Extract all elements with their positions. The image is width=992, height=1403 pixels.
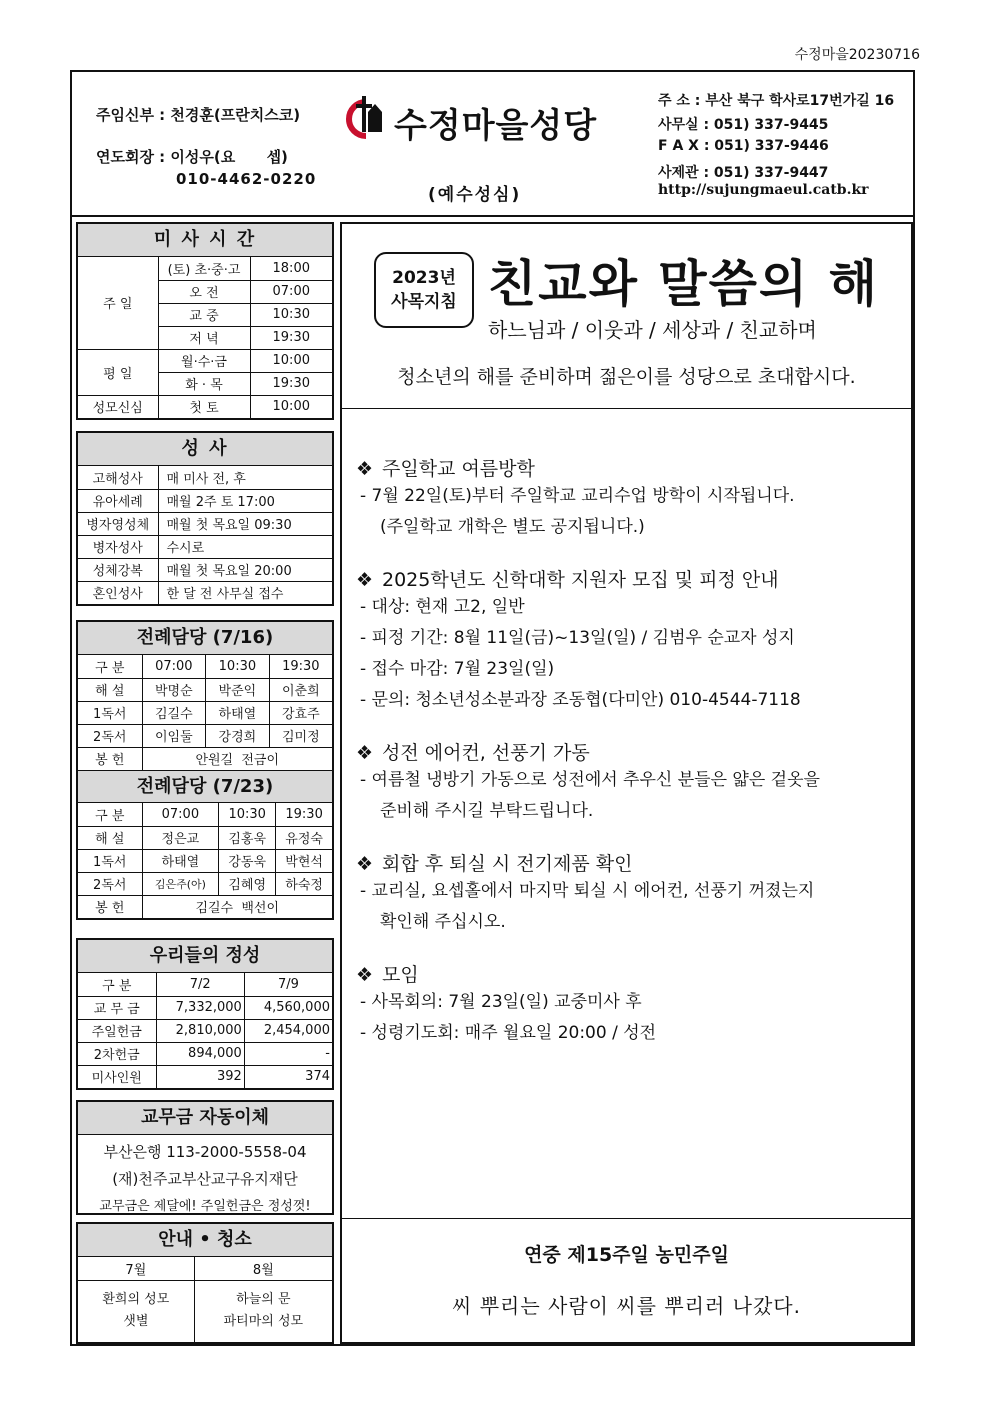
- president-name: 이성우(요 셉): [170, 148, 288, 166]
- notice-item: [356, 960, 896, 1049]
- guide-box: [76, 1222, 334, 1344]
- notice-line: - 성령기도회: 매주 월요일 20:00 / 성전: [360, 1023, 657, 1043]
- liturgy-cell: 강경희: [206, 724, 270, 747]
- notice-line: - 교리실, 요셉홀에서 마지막 퇴실 시 에어컨, 선풍기 꺼졌는지: [360, 881, 815, 901]
- liturgy2-title: 전례담당 (7/23): [78, 770, 332, 803]
- liturgy-role: 2독서: [78, 872, 142, 895]
- liturgy-cell: 김길수: [142, 701, 206, 724]
- notice-title-text: 주일학교 여름방학: [382, 458, 535, 480]
- marian-label: 성모신심: [78, 395, 158, 418]
- mass-time: 07:00: [250, 280, 332, 303]
- mass-times-table: [78, 257, 332, 418]
- sunday-title: 연중 제15주일 농민주일: [524, 1244, 729, 1266]
- priest-label: 주임신부 :: [96, 106, 166, 124]
- mass-name: 교 중: [158, 303, 250, 326]
- slogan-subtitle: 하느님과 / 이웃과 / 세상과 / 친교하며: [488, 318, 817, 342]
- document-id: 수정마을20230716: [794, 47, 920, 63]
- sacrament-name: 혼인성사: [78, 581, 158, 604]
- mass-name: 저 녁: [158, 326, 250, 349]
- mass-times-box: [76, 222, 334, 420]
- sacrament-name: 성체강복: [78, 558, 158, 581]
- liturgy-role: 2독서: [78, 724, 142, 747]
- liturgy-cell: 김혜영: [219, 872, 276, 895]
- offering-label: 2차헌금: [78, 1042, 156, 1065]
- sunday-label: 주 일: [78, 257, 158, 349]
- notice-line: - 문의: 청소년성소분과장 조동협(다미안) 010-4544-7118: [360, 690, 801, 710]
- notice-line: - 사목회의: 7월 23일(일) 교중미사 후: [360, 992, 642, 1012]
- sacrament-value: 매 미사 전, 후: [158, 466, 332, 489]
- mass-name: (토) 초·중·고: [158, 257, 250, 280]
- website-url[interactable]: http://sujungmaeul.catb.kr: [658, 182, 869, 198]
- notices-list: [356, 454, 896, 1071]
- sacraments-box: [76, 431, 334, 606]
- mass-name: 오 전: [158, 280, 250, 303]
- notice-line: - 7월 22일(토)부터 주일학교 교리수업 방학이 시작됩니다.: [360, 486, 795, 506]
- autopay-box: [76, 1100, 334, 1215]
- bulletin-frame: [70, 70, 915, 1346]
- notice-item: [356, 849, 896, 938]
- liturgy1-table: [78, 655, 332, 770]
- notice-line: - 접수 마감: 7월 23일(일): [360, 659, 555, 679]
- youth-invitation: 청소년의 해를 준비하며 젊은이를 성당으로 초대합시다.: [397, 366, 856, 388]
- weekday-label: 평 일: [78, 349, 158, 395]
- offering-header: 7/9: [244, 973, 332, 996]
- liturgy-cell: 하태열: [206, 701, 270, 724]
- liturgy-cell: 박명순: [142, 678, 206, 701]
- offerings-title: 우리들의 정성: [78, 940, 332, 973]
- liturgy-cell: 박현석: [276, 849, 332, 872]
- liturgy-header: 19:30: [276, 803, 332, 826]
- liturgy-offering: 안원길 전금이: [142, 747, 332, 770]
- priest-line: [96, 104, 300, 125]
- offerings-table: [78, 973, 332, 1088]
- notice-title-text: 성전 에어컨, 선풍기 가동: [382, 742, 590, 764]
- diamond-bullet-icon: ❖: [356, 853, 374, 875]
- liturgy-role: 1독서: [78, 849, 142, 872]
- liturgy-box: [76, 620, 334, 920]
- notice-title-text: 회합 후 퇴실 시 전기제품 확인: [382, 853, 633, 875]
- liturgy-role: 1독서: [78, 701, 142, 724]
- priest-name: 천경훈(프란치스코): [170, 106, 301, 124]
- notice-line: - 여름철 냉방기 가동으로 성전에서 추우신 분들은 얇은 겉옷을: [360, 770, 820, 790]
- notice-line: (주일학교 개학은 별도 공지됩니다.): [380, 517, 645, 537]
- liturgy-header: 07:00: [142, 803, 219, 826]
- guide-table: [78, 1257, 332, 1342]
- autopay-title: 교무금 자동이체: [78, 1102, 332, 1135]
- church-logo-icon: [344, 92, 390, 142]
- liturgy-role: 봉 헌: [78, 895, 142, 918]
- guide-item: 파티마의 성모: [223, 1314, 304, 1330]
- year-slogan: 친교와 말씀의 해: [488, 255, 879, 313]
- guide-header: 8월: [194, 1257, 332, 1280]
- mass-name: 월·수·금: [158, 349, 250, 372]
- offering-value: 2,454,000: [244, 1019, 332, 1042]
- mass-times-title: 미 사 시 간: [78, 224, 332, 257]
- offering-label: 교 무 금: [78, 996, 156, 1019]
- mass-time: 19:30: [250, 326, 332, 349]
- liturgy-header: 구 분: [78, 803, 142, 826]
- offering-header: 구 분: [78, 973, 156, 996]
- guide-item: 샛별: [123, 1314, 149, 1330]
- notice-title: [356, 565, 896, 592]
- president-label: 연도회장 :: [96, 148, 166, 166]
- badge-year: 2023년: [392, 268, 456, 288]
- offering-label: 미사인원: [78, 1065, 156, 1088]
- divider: [342, 408, 911, 409]
- office-phone: 사무실 : 051) 337-9445: [658, 117, 829, 133]
- sacrament-name: 병자영성체: [78, 512, 158, 535]
- liturgy-header: 10:30: [206, 655, 270, 678]
- fax-number: F A X : 051) 337-9446: [658, 138, 829, 154]
- guide-header: 7월: [78, 1257, 194, 1280]
- liturgy2-table: [78, 803, 332, 918]
- gospel-verse: 씨 뿌리는 사람이 씨를 뿌리러 나갔다.: [452, 1294, 801, 1318]
- liturgy-cell: 이춘희: [269, 678, 332, 701]
- notice-title: [356, 960, 896, 987]
- liturgy-cell: 강효주: [269, 701, 332, 724]
- diamond-bullet-icon: ❖: [356, 742, 374, 764]
- guideline-badge: [374, 252, 474, 328]
- autopay-bank: 부산은행 113-2000-5558-04: [103, 1143, 307, 1161]
- offering-header: 7/2: [156, 973, 244, 996]
- notice-line: - 피정 기간: 8월 11일(금)~13일(일) / 김범우 순교자 성지: [360, 628, 795, 648]
- mass-time: 10:00: [250, 395, 332, 418]
- diamond-bullet-icon: ❖: [356, 569, 374, 591]
- notice-title: [356, 849, 896, 876]
- sacrament-value: 한 달 전 사무실 접수: [158, 581, 332, 604]
- header: [72, 72, 913, 217]
- offering-value: 2,810,000: [156, 1019, 244, 1042]
- mass-name: 첫 토: [158, 395, 250, 418]
- offering-value: 374: [244, 1065, 332, 1088]
- liturgy-cell: 김홍욱: [219, 826, 276, 849]
- sacrament-name: 고해성사: [78, 466, 158, 489]
- liturgy-header: 19:30: [269, 655, 332, 678]
- guide-item: 환희의 성모: [102, 1292, 170, 1308]
- parish-subtitle: (예수성심): [428, 185, 522, 205]
- liturgy-cell: 유정숙: [276, 826, 332, 849]
- liturgy-cell: 박준익: [206, 678, 270, 701]
- mass-time: 19:30: [250, 372, 332, 395]
- liturgy-cell: 하태열: [142, 849, 219, 872]
- mass-time: 18:00: [250, 257, 332, 280]
- diamond-bullet-icon: ❖: [356, 458, 374, 480]
- liturgy-offering: 김길수 백선이: [142, 895, 332, 918]
- liturgy-role: 해 설: [78, 678, 142, 701]
- offering-value: -: [244, 1042, 332, 1065]
- president-line: [96, 146, 288, 167]
- liturgy1-title: 전례담당 (7/16): [78, 622, 332, 655]
- sacraments-title: 성 사: [78, 433, 332, 466]
- mass-time: 10:30: [250, 303, 332, 326]
- sacrament-value: 수시로: [158, 535, 332, 558]
- mass-name: 화 · 목: [158, 372, 250, 395]
- offering-value: 4,560,000: [244, 996, 332, 1019]
- liturgy-header: 10:30: [219, 803, 276, 826]
- notice-item: [356, 454, 896, 543]
- sacrament-value: 매월 첫 목요일 20:00: [158, 558, 332, 581]
- parish-name: 수정마을성당: [394, 106, 598, 146]
- liturgy-cell: 하숙정: [276, 872, 332, 895]
- diamond-bullet-icon: ❖: [356, 964, 374, 986]
- guide-col-1: [78, 1280, 194, 1342]
- notice-line: 확인해 주십시오.: [380, 912, 506, 932]
- main-panel: [340, 222, 913, 1344]
- notice-item: [356, 565, 896, 716]
- sacraments-table: [78, 466, 332, 604]
- mass-time: 10:00: [250, 349, 332, 372]
- liturgy-cell: 강동욱: [219, 849, 276, 872]
- offerings-box: [76, 938, 334, 1090]
- liturgy-role: 해 설: [78, 826, 142, 849]
- autopay-note: 교무금은 제달에! 주일헌금은 정성껏!: [99, 1199, 311, 1214]
- liturgy-cell: 정은교: [142, 826, 219, 849]
- sacrament-value: 매월 2주 토 17:00: [158, 489, 332, 512]
- guide-item: 하늘의 문: [236, 1292, 291, 1308]
- divider: [342, 1218, 911, 1219]
- offering-value: 392: [156, 1065, 244, 1088]
- guide-col-2: [194, 1280, 332, 1342]
- guide-title: 안내 • 청소: [78, 1224, 332, 1257]
- address: 주 소 : 부산 북구 학사로17번가길 16: [658, 93, 895, 109]
- president-phone: 010-4462-0220: [176, 170, 317, 188]
- notice-line: 준비해 주시길 부탁드립니다.: [380, 801, 594, 821]
- autopay-holder: (재)천주교부산교구유지재단: [112, 1170, 298, 1188]
- liturgy-cell: 이임둘: [142, 724, 206, 747]
- offering-label: 주일헌금: [78, 1019, 156, 1042]
- offering-value: 7,332,000: [156, 996, 244, 1019]
- parish-logo: [344, 92, 598, 146]
- notice-title: [356, 454, 896, 481]
- rectory-phone: 사제관 : 051) 337-9447: [658, 165, 829, 181]
- badge-label: 사목지침: [391, 292, 457, 312]
- notice-title: [356, 738, 896, 765]
- notice-title-text: 모임: [382, 964, 419, 986]
- offering-value: 894,000: [156, 1042, 244, 1065]
- notice-item: [356, 738, 896, 827]
- notice-title-text: 2025학년도 신학대학 지원자 모집 및 피정 안내: [382, 569, 779, 591]
- sacrament-value: 매월 첫 목요일 09:30: [158, 512, 332, 535]
- liturgy-cell: 김미정: [269, 724, 332, 747]
- liturgy-role: 봉 헌: [78, 747, 142, 770]
- liturgy-header: 07:00: [142, 655, 206, 678]
- sacrament-name: 병자성사: [78, 535, 158, 558]
- liturgy-cell: 김은주(아): [142, 872, 219, 895]
- sacrament-name: 유아세례: [78, 489, 158, 512]
- notice-line: - 대상: 현재 고2, 일반: [360, 597, 525, 617]
- liturgy-header: 구 분: [78, 655, 142, 678]
